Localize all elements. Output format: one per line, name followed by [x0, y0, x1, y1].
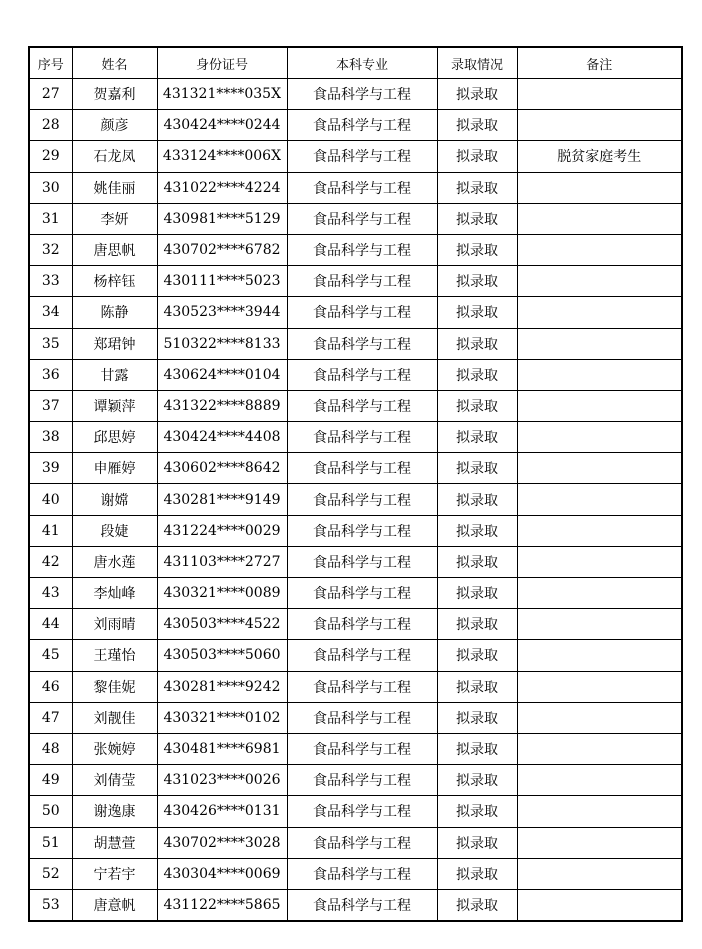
cell-seq: 45 [29, 640, 72, 671]
cell-major: 食品科学与工程 [287, 889, 437, 921]
cell-note [517, 110, 682, 141]
cell-id: 431023****0026 [157, 765, 287, 796]
cell-seq: 31 [29, 203, 72, 234]
table-row [29, 110, 682, 141]
cell-status: 拟录取 [437, 141, 517, 172]
cell-status: 拟录取 [437, 110, 517, 141]
cell-note [517, 515, 682, 546]
cell-id: 433124****006X [157, 141, 287, 172]
cell-seq: 38 [29, 422, 72, 453]
cell-name: 郑珺钟 [72, 328, 157, 359]
table-row [29, 453, 682, 484]
cell-major: 食品科学与工程 [287, 172, 437, 203]
table-row [29, 827, 682, 858]
cell-id: 431321****035X [157, 79, 287, 110]
cell-major: 食品科学与工程 [287, 702, 437, 733]
cell-note [517, 390, 682, 421]
cell-id: 430503****5060 [157, 640, 287, 671]
cell-id: 430523****3944 [157, 297, 287, 328]
cell-major: 食品科学与工程 [287, 297, 437, 328]
cell-major: 食品科学与工程 [287, 453, 437, 484]
cell-seq: 34 [29, 297, 72, 328]
cell-name: 陈静 [72, 297, 157, 328]
cell-note [517, 640, 682, 671]
cell-status: 拟录取 [437, 858, 517, 889]
table-row [29, 390, 682, 421]
table-row [29, 484, 682, 515]
cell-note [517, 765, 682, 796]
table-row [29, 328, 682, 359]
cell-major: 食品科学与工程 [287, 390, 437, 421]
cell-major: 食品科学与工程 [287, 733, 437, 764]
table-row [29, 359, 682, 390]
header-major: 本科专业 [287, 47, 437, 79]
cell-name: 胡慧萱 [72, 827, 157, 858]
admission-table [28, 46, 683, 922]
cell-major: 食品科学与工程 [287, 422, 437, 453]
cell-name: 杨梓钰 [72, 266, 157, 297]
cell-status: 拟录取 [437, 578, 517, 609]
cell-name: 谢逸康 [72, 796, 157, 827]
header-note: 备注 [517, 47, 682, 79]
table-body [29, 79, 682, 922]
cell-status: 拟录取 [437, 827, 517, 858]
cell-id: 430702****3028 [157, 827, 287, 858]
cell-name: 李灿峰 [72, 578, 157, 609]
cell-major: 食品科学与工程 [287, 328, 437, 359]
cell-id: 430321****0089 [157, 578, 287, 609]
cell-note [517, 546, 682, 577]
table-row [29, 203, 682, 234]
cell-id: 430503****4522 [157, 609, 287, 640]
cell-id: 430602****8642 [157, 453, 287, 484]
cell-seq: 33 [29, 266, 72, 297]
cell-seq: 50 [29, 796, 72, 827]
cell-seq: 27 [29, 79, 72, 110]
cell-status: 拟录取 [437, 422, 517, 453]
cell-status: 拟录取 [437, 359, 517, 390]
cell-note [517, 234, 682, 265]
table-row [29, 546, 682, 577]
cell-status: 拟录取 [437, 546, 517, 577]
cell-major: 食品科学与工程 [287, 796, 437, 827]
cell-status: 拟录取 [437, 609, 517, 640]
cell-note [517, 172, 682, 203]
cell-note [517, 297, 682, 328]
cell-major: 食品科学与工程 [287, 827, 437, 858]
cell-status: 拟录取 [437, 889, 517, 921]
cell-seq: 42 [29, 546, 72, 577]
table-row [29, 422, 682, 453]
cell-note [517, 889, 682, 921]
table-row [29, 578, 682, 609]
cell-seq: 48 [29, 733, 72, 764]
cell-id: 431122****5865 [157, 889, 287, 921]
cell-id: 430281****9242 [157, 671, 287, 702]
cell-note [517, 858, 682, 889]
cell-status: 拟录取 [437, 765, 517, 796]
cell-seq: 28 [29, 110, 72, 141]
cell-id: 430281****9149 [157, 484, 287, 515]
cell-id: 430321****0102 [157, 702, 287, 733]
cell-major: 食品科学与工程 [287, 765, 437, 796]
cell-major: 食品科学与工程 [287, 203, 437, 234]
cell-seq: 43 [29, 578, 72, 609]
cell-note [517, 422, 682, 453]
table-row [29, 702, 682, 733]
cell-status: 拟录取 [437, 79, 517, 110]
cell-id: 430304****0069 [157, 858, 287, 889]
cell-name: 甘露 [72, 359, 157, 390]
table-row [29, 733, 682, 764]
cell-seq: 46 [29, 671, 72, 702]
header-id: 身份证号 [157, 47, 287, 79]
cell-id: 430702****6782 [157, 234, 287, 265]
cell-seq: 30 [29, 172, 72, 203]
cell-id: 430111****5023 [157, 266, 287, 297]
cell-major: 食品科学与工程 [287, 79, 437, 110]
cell-note [517, 827, 682, 858]
cell-seq: 49 [29, 765, 72, 796]
cell-status: 拟录取 [437, 515, 517, 546]
cell-note [517, 203, 682, 234]
cell-status: 拟录取 [437, 203, 517, 234]
cell-name: 谢嫦 [72, 484, 157, 515]
cell-name: 谭颖萍 [72, 390, 157, 421]
cell-id: 430424****4408 [157, 422, 287, 453]
cell-major: 食品科学与工程 [287, 110, 437, 141]
cell-seq: 52 [29, 858, 72, 889]
cell-status: 拟录取 [437, 297, 517, 328]
cell-major: 食品科学与工程 [287, 858, 437, 889]
cell-note [517, 609, 682, 640]
table-row [29, 796, 682, 827]
cell-id: 430624****0104 [157, 359, 287, 390]
cell-status: 拟录取 [437, 702, 517, 733]
table-row [29, 640, 682, 671]
cell-name: 石龙凤 [72, 141, 157, 172]
table-row [29, 297, 682, 328]
cell-major: 食品科学与工程 [287, 515, 437, 546]
cell-name: 黎佳妮 [72, 671, 157, 702]
cell-note [517, 733, 682, 764]
cell-id: 431322****8889 [157, 390, 287, 421]
cell-seq: 51 [29, 827, 72, 858]
table-row [29, 765, 682, 796]
cell-note [517, 359, 682, 390]
cell-seq: 53 [29, 889, 72, 921]
cell-seq: 47 [29, 702, 72, 733]
cell-note: 脱贫家庭考生 [517, 141, 682, 172]
cell-id: 431022****4224 [157, 172, 287, 203]
cell-name: 宁若宇 [72, 858, 157, 889]
cell-major: 食品科学与工程 [287, 359, 437, 390]
cell-status: 拟录取 [437, 266, 517, 297]
cell-id: 510322****8133 [157, 328, 287, 359]
cell-major: 食品科学与工程 [287, 609, 437, 640]
cell-id: 430424****0244 [157, 110, 287, 141]
cell-status: 拟录取 [437, 640, 517, 671]
cell-status: 拟录取 [437, 172, 517, 203]
cell-note [517, 671, 682, 702]
header-status: 录取情况 [437, 47, 517, 79]
cell-status: 拟录取 [437, 733, 517, 764]
cell-status: 拟录取 [437, 453, 517, 484]
header-row [29, 47, 682, 79]
cell-major: 食品科学与工程 [287, 671, 437, 702]
cell-note [517, 266, 682, 297]
table-row [29, 234, 682, 265]
cell-major: 食品科学与工程 [287, 640, 437, 671]
table-row [29, 266, 682, 297]
cell-id: 431224****0029 [157, 515, 287, 546]
header-name: 姓名 [72, 47, 157, 79]
cell-seq: 35 [29, 328, 72, 359]
cell-major: 食品科学与工程 [287, 266, 437, 297]
cell-id: 430426****0131 [157, 796, 287, 827]
cell-id: 431103****2727 [157, 546, 287, 577]
cell-note [517, 328, 682, 359]
cell-note [517, 79, 682, 110]
cell-seq: 39 [29, 453, 72, 484]
cell-name: 唐水莲 [72, 546, 157, 577]
cell-major: 食品科学与工程 [287, 484, 437, 515]
cell-seq: 37 [29, 390, 72, 421]
cell-seq: 41 [29, 515, 72, 546]
table-row [29, 172, 682, 203]
cell-note [517, 702, 682, 733]
cell-note [517, 578, 682, 609]
cell-name: 颜彦 [72, 110, 157, 141]
cell-note [517, 453, 682, 484]
cell-major: 食品科学与工程 [287, 578, 437, 609]
cell-seq: 29 [29, 141, 72, 172]
cell-name: 邱思婷 [72, 422, 157, 453]
table-row [29, 858, 682, 889]
cell-seq: 36 [29, 359, 72, 390]
cell-name: 贺嘉利 [72, 79, 157, 110]
table-row [29, 889, 682, 921]
table-row [29, 79, 682, 110]
cell-note [517, 796, 682, 827]
cell-name: 张婉婷 [72, 733, 157, 764]
cell-name: 唐意帆 [72, 889, 157, 921]
cell-status: 拟录取 [437, 671, 517, 702]
cell-note [517, 484, 682, 515]
table-row [29, 671, 682, 702]
cell-major: 食品科学与工程 [287, 546, 437, 577]
cell-name: 刘靓佳 [72, 702, 157, 733]
table-row [29, 609, 682, 640]
table-row [29, 141, 682, 172]
table-row [29, 515, 682, 546]
cell-status: 拟录取 [437, 796, 517, 827]
cell-name: 姚佳丽 [72, 172, 157, 203]
cell-name: 李妍 [72, 203, 157, 234]
header-seq: 序号 [29, 47, 72, 79]
cell-name: 段婕 [72, 515, 157, 546]
cell-major: 食品科学与工程 [287, 141, 437, 172]
cell-seq: 44 [29, 609, 72, 640]
cell-seq: 32 [29, 234, 72, 265]
cell-name: 申雁婷 [72, 453, 157, 484]
cell-status: 拟录取 [437, 484, 517, 515]
cell-name: 刘倩莹 [72, 765, 157, 796]
cell-name: 刘雨晴 [72, 609, 157, 640]
cell-id: 430481****6981 [157, 733, 287, 764]
cell-name: 唐思帆 [72, 234, 157, 265]
cell-major: 食品科学与工程 [287, 234, 437, 265]
cell-status: 拟录取 [437, 390, 517, 421]
cell-id: 430981****5129 [157, 203, 287, 234]
cell-status: 拟录取 [437, 328, 517, 359]
cell-seq: 40 [29, 484, 72, 515]
cell-name: 王瑾怡 [72, 640, 157, 671]
cell-status: 拟录取 [437, 234, 517, 265]
